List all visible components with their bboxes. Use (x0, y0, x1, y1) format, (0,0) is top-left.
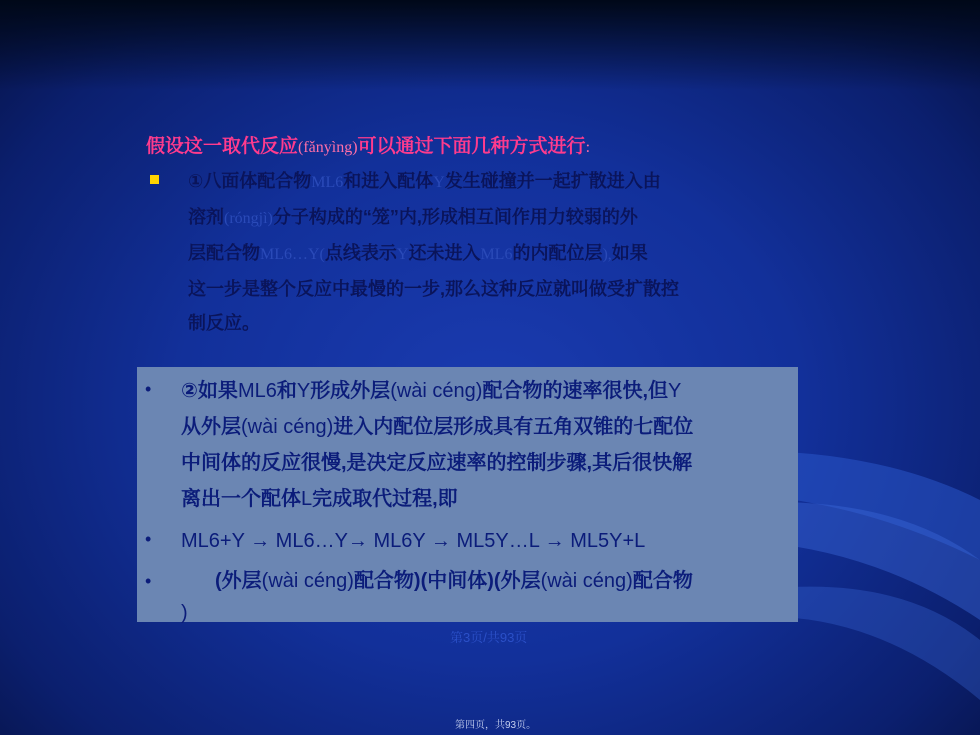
bullet-dot-icon: • (145, 571, 152, 591)
para1-line-3 (188, 236, 768, 272)
bullet-dot-icon: • (145, 529, 152, 549)
text-run: ML6 (480, 246, 513, 263)
text-run: 配合物)(中间体)(外层 (353, 570, 541, 592)
text-run: 从外层 (181, 416, 241, 438)
box-line (181, 565, 793, 597)
text-run: 如果 (611, 243, 648, 263)
text-run: 配合物 (632, 570, 693, 592)
text-run: Y (296, 380, 311, 402)
reaction-equation (181, 523, 793, 559)
page-number: 第3页/共93页 (450, 630, 528, 645)
title-pinyin: (fǎnyìng) (298, 139, 358, 156)
text-run: ②如果 (181, 380, 238, 402)
text-run: (wài céng) (390, 380, 483, 402)
box-line: ) (181, 602, 188, 624)
paragraph-1 (188, 164, 768, 340)
text-run: Y (396, 246, 409, 263)
box-line (181, 373, 793, 409)
text-run: 分子构成的“笼”内,形成相互间作用力较弱的外 (272, 207, 638, 227)
page-footer: 第四页，共93页。 (455, 720, 537, 731)
text-run: (róngjì) (224, 210, 273, 227)
text-run: 点线表示 (324, 243, 397, 263)
box-item-1-text (181, 373, 793, 517)
text-run: 和进入配体 (343, 171, 434, 191)
text-run: ①八面体配合物 (188, 171, 312, 191)
para1-line-1 (188, 164, 768, 200)
text-run: L (301, 488, 313, 510)
text-run: 发生碰撞并一起扩散进入由 (444, 171, 661, 191)
text-run: 和 (276, 380, 297, 402)
text-run: Y (668, 380, 682, 402)
text-run: ML6 (311, 174, 344, 191)
box-item-3-text (181, 565, 793, 629)
para1-line-2 (188, 200, 768, 236)
text-run: (外层 (215, 570, 262, 592)
text-run: 的内配位层 (512, 243, 603, 263)
text-run: 离出一个配体 (181, 488, 301, 510)
text-run: 层配合物 (188, 243, 260, 263)
text-run: (wài céng) (241, 416, 334, 438)
text-run: 还未进入 (408, 243, 481, 263)
box-line (181, 409, 793, 445)
title-colon: : (585, 139, 591, 156)
text-run: (wài céng) (261, 570, 354, 592)
text-run: 进入内配位层形成具有五角双锥的七配位 (333, 416, 694, 438)
text-run: (wài céng) (540, 570, 633, 592)
bullet-dot-icon: • (145, 379, 152, 399)
square-bullet-icon (150, 175, 159, 184)
text-run: 溶剂 (188, 207, 224, 227)
text-run: ), (602, 246, 612, 263)
text-run: 完成取代过程,即 (312, 488, 458, 510)
box-line: 中间体的反应很慢,是决定反应速率的控制步骤,其后很快解 (181, 452, 693, 474)
title-text-2: 可以通过下面几种方式进行 (357, 136, 586, 157)
highlight-box (137, 367, 798, 622)
title-text-1: 假设这一取代反应 (146, 136, 299, 157)
text-run: ML6 (237, 380, 277, 402)
text-run: 形成外层 (310, 380, 391, 402)
slide-title (146, 131, 590, 158)
equation-text: ML6+Y → ML6…Y→ ML6Y → ML5Y…L → ML5Y+L (181, 530, 646, 552)
text-run: ML6…Y( (260, 246, 325, 263)
box-line (181, 481, 793, 517)
text-run: 配合物的速率很快,但 (482, 380, 669, 402)
text-run: Y (433, 174, 445, 191)
para1-line-5: 制反应。 (188, 313, 260, 333)
para1-line-4: 这一步是整个反应中最慢的一步,那么这种反应就叫做受扩散控 (188, 279, 679, 299)
